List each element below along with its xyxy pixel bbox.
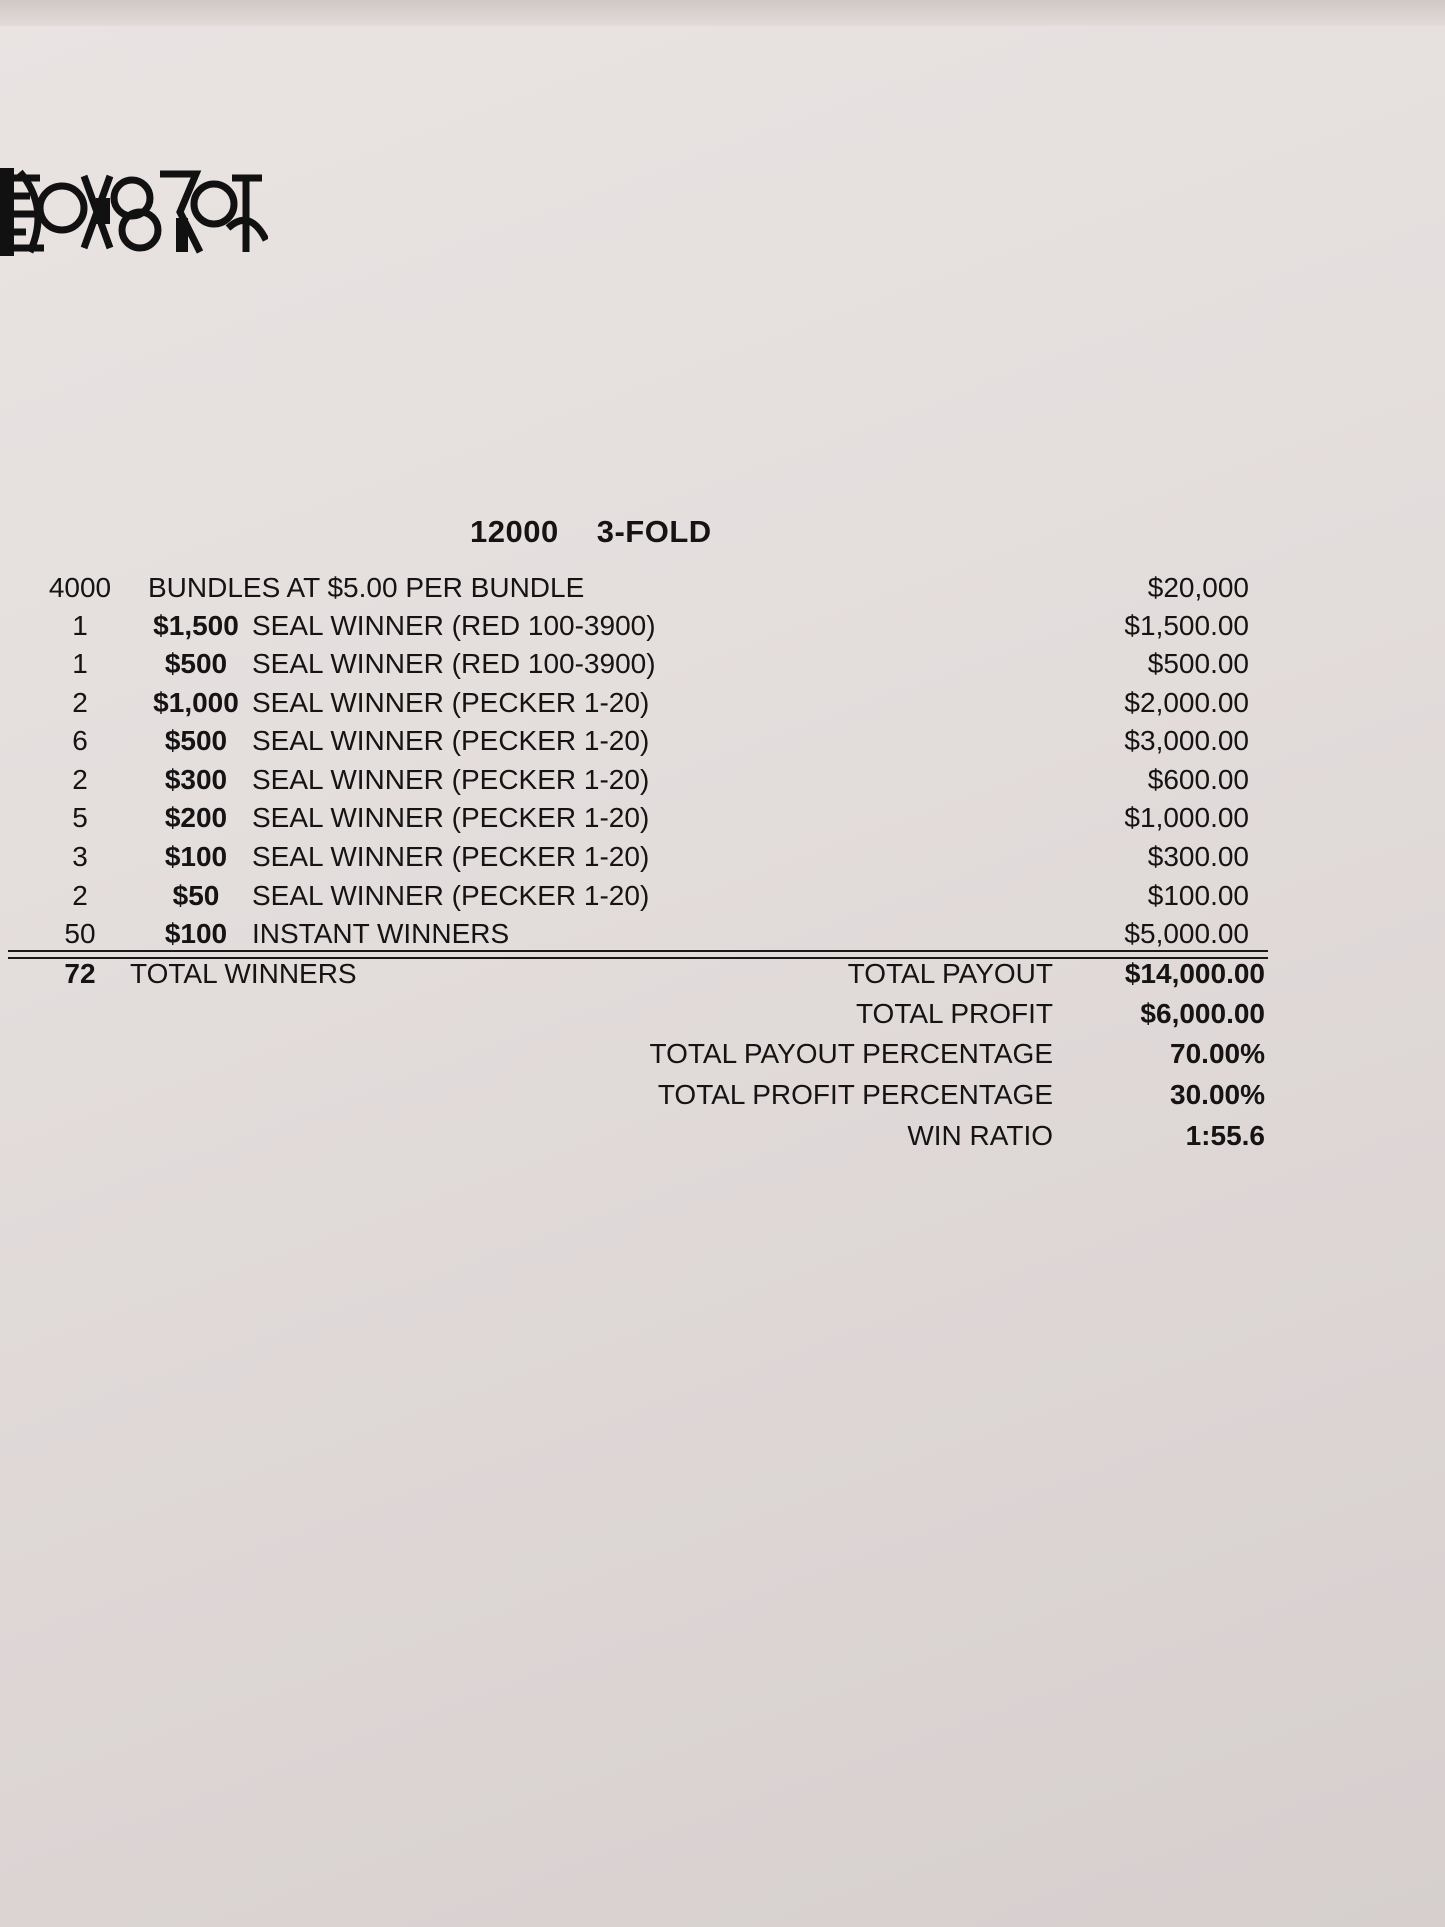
winner-amount: $500.00: [1147, 648, 1249, 679]
paper-top-edge: [0, 0, 1445, 26]
win-ratio-label: WIN RATIO: [907, 1120, 1053, 1151]
winner-description: SEAL WINNER (PECKER 1-20): [252, 725, 650, 756]
winner-prize: $500: [164, 725, 228, 756]
winner-qty: 1: [72, 610, 88, 641]
winner-prize: $1,500: [153, 610, 239, 641]
winner-prize: $500: [164, 648, 228, 679]
winner-amount: $600.00: [1147, 764, 1249, 795]
winner-qty: 2: [72, 880, 88, 911]
winner-description: SEAL WINNER (PECKER 1-20): [252, 764, 650, 795]
winner-qty: 2: [72, 687, 88, 718]
total-payout-row: [0, 958, 1445, 998]
payout-percentage-row: [0, 1038, 1445, 1078]
winner-description: SEAL WINNER (RED 100-3900): [252, 648, 656, 679]
winner-qty: 2: [72, 764, 88, 795]
winner-row: [0, 687, 1445, 725]
winner-description: INSTANT WINNERS: [252, 918, 510, 949]
total-profit-value: $6,000.00: [1140, 998, 1265, 1029]
total-payout-value: $14,000.00: [1124, 958, 1265, 989]
winner-prize: $100: [164, 918, 228, 949]
payout-percentage-value: 70.00%: [1170, 1038, 1265, 1069]
win-ratio-row: [0, 1120, 1445, 1160]
total-winners-label: TOTAL WINNERS: [130, 958, 357, 989]
winner-amount: $5,000.00: [1124, 918, 1249, 949]
winner-row: [0, 725, 1445, 763]
winner-qty: 50: [64, 918, 96, 949]
win-ratio-value: 1:55.6: [1185, 1120, 1265, 1151]
profit-percentage-row: [0, 1079, 1445, 1119]
winner-amount: $300.00: [1147, 841, 1249, 872]
winner-row: [0, 610, 1445, 648]
winner-qty: 5: [72, 802, 88, 833]
winner-amount: $1,000.00: [1124, 802, 1249, 833]
winner-qty: 3: [72, 841, 88, 872]
total-profit-row: [0, 998, 1445, 1038]
winner-description: SEAL WINNER (PECKER 1-20): [252, 841, 650, 872]
winner-prize: $100: [164, 841, 228, 872]
winner-amount: $3,000.00: [1124, 725, 1249, 756]
winner-qty: 1: [72, 648, 88, 679]
bundle-qty: 4000: [48, 572, 112, 603]
payout-percentage-label: TOTAL PAYOUT PERCENTAGE: [649, 1038, 1053, 1069]
winner-row: [0, 648, 1445, 686]
winner-description: SEAL WINNER (RED 100-3900): [252, 610, 656, 641]
winner-description: SEAL WINNER (PECKER 1-20): [252, 802, 650, 833]
winner-prize: $1,000: [153, 687, 239, 718]
bundle-amount: $20,000: [1147, 572, 1249, 603]
winner-row: [0, 880, 1445, 918]
winner-description: SEAL WINNER (PECKER 1-20): [252, 687, 650, 718]
winner-amount: $2,000.00: [1124, 687, 1249, 718]
title-type: 3-FOLD: [596, 514, 712, 549]
winner-prize: $300: [164, 764, 228, 795]
winner-prize: $200: [164, 802, 228, 833]
winner-amount: $100.00: [1147, 880, 1249, 911]
title-number: 12000: [470, 514, 559, 549]
winner-row: [0, 841, 1445, 879]
total-payout-label: TOTAL PAYOUT: [847, 958, 1053, 989]
winner-qty: 6: [72, 725, 88, 756]
profit-percentage-value: 30.00%: [1170, 1079, 1265, 1110]
total-profit-label: TOTAL PROFIT: [855, 998, 1053, 1029]
winner-row: [0, 802, 1445, 840]
winner-amount: $1,500.00: [1124, 610, 1249, 641]
bundle-row: [0, 572, 1445, 610]
document-title: [470, 514, 790, 550]
winner-row: [0, 764, 1445, 802]
bundle-description: BUNDLES AT $5.00 PER BUNDLE: [148, 572, 585, 603]
printed-code-mark: [0, 168, 268, 256]
winner-description: SEAL WINNER (PECKER 1-20): [252, 880, 650, 911]
total-winners-qty: 72: [64, 958, 96, 989]
winner-prize: $50: [172, 880, 220, 911]
profit-percentage-label: TOTAL PROFIT PERCENTAGE: [657, 1079, 1053, 1110]
